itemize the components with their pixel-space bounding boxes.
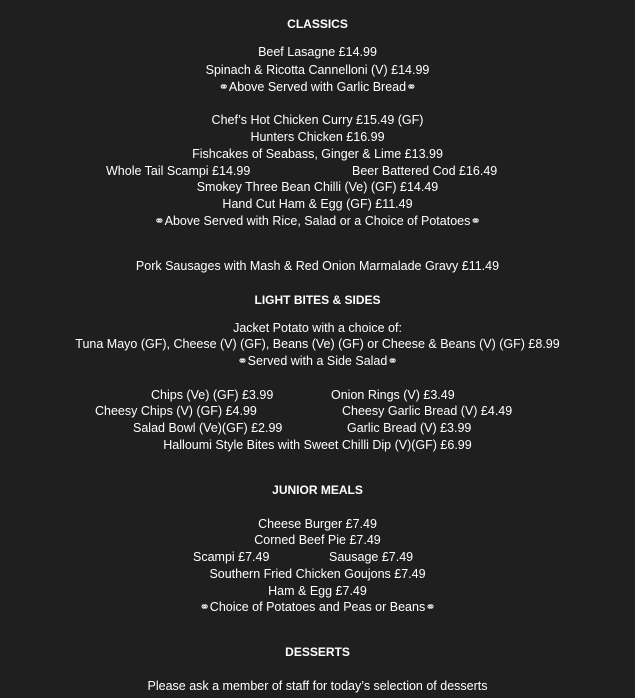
menu-item-chicken-curry: Chef’s Hot Chicken Curry £15.49 (GF) bbox=[211, 113, 424, 127]
classics-note-garlic-bread: ⚭Above Served with Garlic Bread⚭ bbox=[218, 80, 417, 94]
side-item-cheesy-chips: Cheesy Chips (V) (GF) £4.99 bbox=[95, 404, 257, 418]
menu-item-ham-egg: Hand Cut Ham & Egg (GF) £11.49 bbox=[222, 197, 413, 211]
menu-item-bean-chilli: Smokey Three Bean Chilli (Ve) (GF) £14.49 bbox=[196, 180, 439, 194]
menu-item-beef-lasagne: Beef Lasagne £14.99 bbox=[258, 45, 377, 59]
side-item-salad-bowl: Salad Bowl (Ve)(GF) £2.99 bbox=[133, 421, 283, 435]
side-item-onion-rings: Onion Rings (V) £3.49 bbox=[331, 388, 455, 402]
menu-item-scampi: Whole Tail Scampi £14.99 bbox=[106, 164, 251, 178]
menu-item-cannelloni: Spinach & Ricotta Cannelloni (V) £14.99 bbox=[205, 63, 430, 77]
junior-note-potatoes-peas: ⚭Choice of Potatoes and Peas or Beans⚭ bbox=[199, 600, 436, 614]
light-bites-heading: LIGHT BITES & SIDES bbox=[254, 293, 381, 307]
light-bites-note-side-salad: ⚭Served with a Side Salad⚭ bbox=[237, 354, 398, 368]
side-item-garlic-bread: Garlic Bread (V) £3.99 bbox=[347, 421, 472, 435]
menu-item-pork-sausages: Pork Sausages with Mash & Red Onion Marmalade Gravy £11.49 bbox=[135, 259, 500, 273]
side-item-chips: Chips (Ve) (GF) £3.99 bbox=[151, 388, 274, 402]
jacket-potato-choices: Tuna Mayo (GF), Cheese (V) (GF), Beans (Ve) (GF) or Cheese & Beans (V) (GF) £8.99 bbox=[75, 337, 560, 351]
menu-item-battered-cod: Beer Battered Cod £16.49 bbox=[352, 164, 498, 178]
junior-item-scampi: Scampi £7.49 bbox=[193, 550, 270, 564]
desserts-heading: DESSERTS bbox=[285, 645, 350, 659]
classics-note-rice-salad: ⚭Above Served with Rice, Salad or a Choice of Potatoes⚭ bbox=[154, 214, 481, 228]
junior-item-corned-beef-pie: Corned Beef Pie £7.49 bbox=[254, 533, 381, 547]
desserts-note: Please ask a member of staff for today’s selection of desserts bbox=[147, 679, 488, 693]
classics-heading: CLASSICS bbox=[287, 17, 348, 31]
side-item-cheesy-garlic-bread: Cheesy Garlic Bread (V) £4.49 bbox=[342, 404, 513, 418]
junior-item-ham-egg: Ham & Egg £7.49 bbox=[268, 584, 367, 598]
junior-meals-heading: JUNIOR MEALS bbox=[272, 483, 363, 497]
junior-item-cheese-burger: Cheese Burger £7.49 bbox=[258, 517, 377, 531]
junior-item-sausage: Sausage £7.49 bbox=[329, 550, 414, 564]
junior-item-goujons: Southern Fried Chicken Goujons £7.49 bbox=[209, 567, 426, 581]
menu-item-halloumi-bites: Halloumi Style Bites with Sweet Chilli Dip (V)(GF) £6.99 bbox=[163, 438, 472, 452]
menu-item-hunters-chicken: Hunters Chicken £16.99 bbox=[250, 130, 385, 144]
menu-item-fishcakes: Fishcakes of Seabass, Ginger & Lime £13.99 bbox=[192, 147, 443, 161]
menu-item-jacket-potato: Jacket Potato with a choice of: bbox=[233, 321, 402, 335]
